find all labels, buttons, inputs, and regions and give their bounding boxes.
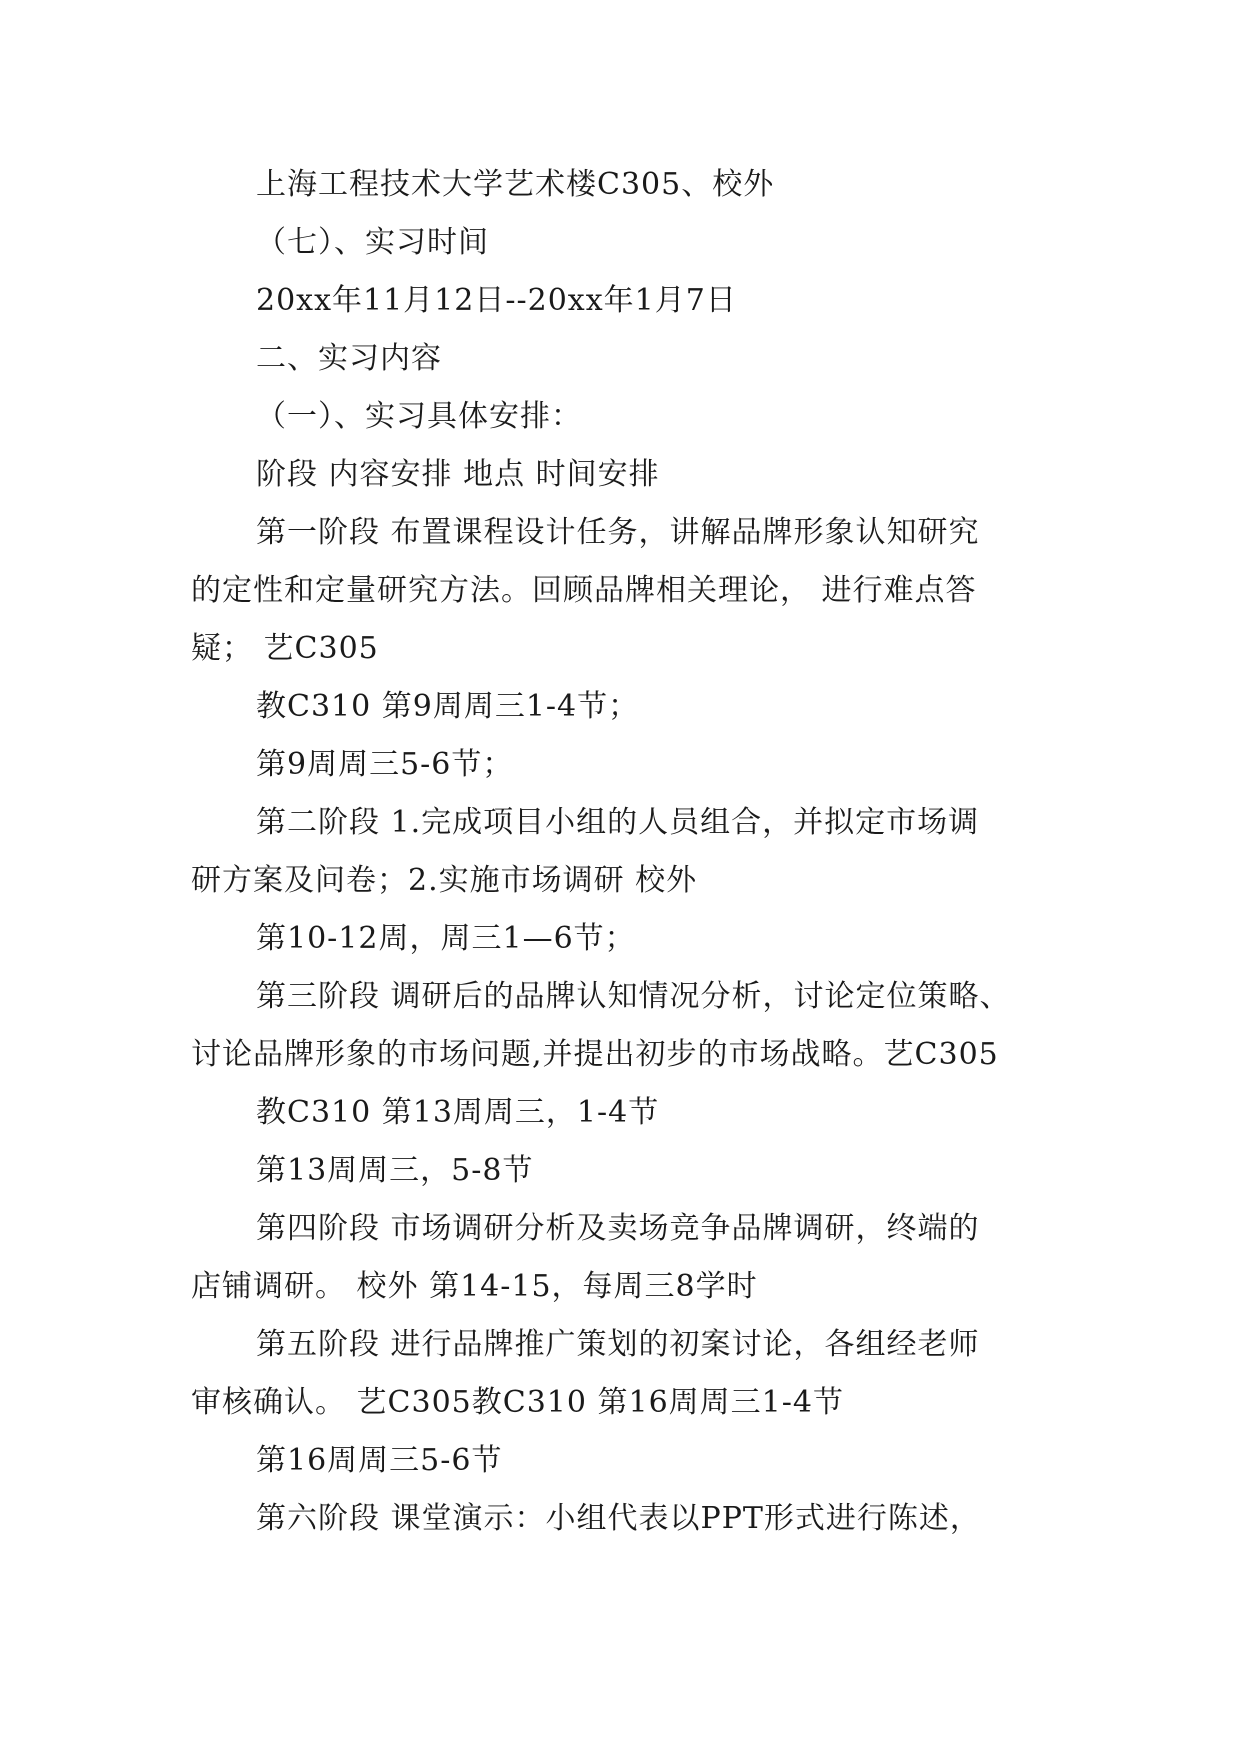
text-line: 店铺调研。 校外 第14-15，每周三8学时	[191, 1269, 758, 1304]
text-line: 研方案及问卷；2.实施市场调研 校外	[191, 863, 698, 898]
table-header-line: 阶段 内容安排 地点 时间安排	[256, 457, 660, 492]
text-line: 第二阶段 1.完成项目小组的人员组合，并拟定市场调	[256, 805, 980, 840]
text-line: 第9周周三5-6节；	[256, 747, 514, 782]
text-line: 教C310 第9周周三1-4节；	[256, 689, 640, 724]
text-line: 第五阶段 进行品牌推广策划的初案讨论，各组经老师	[256, 1327, 980, 1362]
section-heading: （七）、实习时间	[256, 225, 489, 260]
section-heading: 二、实习内容	[256, 341, 442, 376]
section-heading: （一）、实习具体安排：	[256, 399, 582, 434]
text-line: 第16周周三5-6节	[256, 1443, 503, 1478]
text-line: 第四阶段 市场调研分析及卖场竞争品牌调研，终端的	[256, 1211, 980, 1246]
text-line: 讨论品牌形象的市场问题,并提出初步的市场战略。艺C305	[191, 1037, 999, 1072]
text-line: 上海工程技术大学艺术楼C305、校外	[256, 167, 775, 202]
text-line: 第10-12周，周三1—6节；	[256, 921, 636, 956]
text-line: 第三阶段 调研后的品牌认知情况分析，讨论定位策略、	[256, 979, 1011, 1014]
text-line: 审核确认。 艺C305教C310 第16周周三1-4节	[191, 1385, 844, 1420]
text-line: 第一阶段 布置课程设计任务，讲解品牌形象认知研究	[256, 515, 980, 550]
text-line: 20xx年11月12日--20xx年1月7日	[256, 283, 737, 318]
text-line: 第六阶段 课堂演示：小组代表以PPT形式进行陈述，	[256, 1501, 981, 1536]
text-line: 的定性和定量研究方法。回顾品牌相关理论， 进行难点答	[191, 573, 977, 608]
text-line: 第13周周三，5-8节	[256, 1153, 534, 1188]
text-line: 疑； 艺C305	[191, 631, 379, 666]
text-line: 教C310 第13周周三，1-4节	[256, 1095, 660, 1130]
